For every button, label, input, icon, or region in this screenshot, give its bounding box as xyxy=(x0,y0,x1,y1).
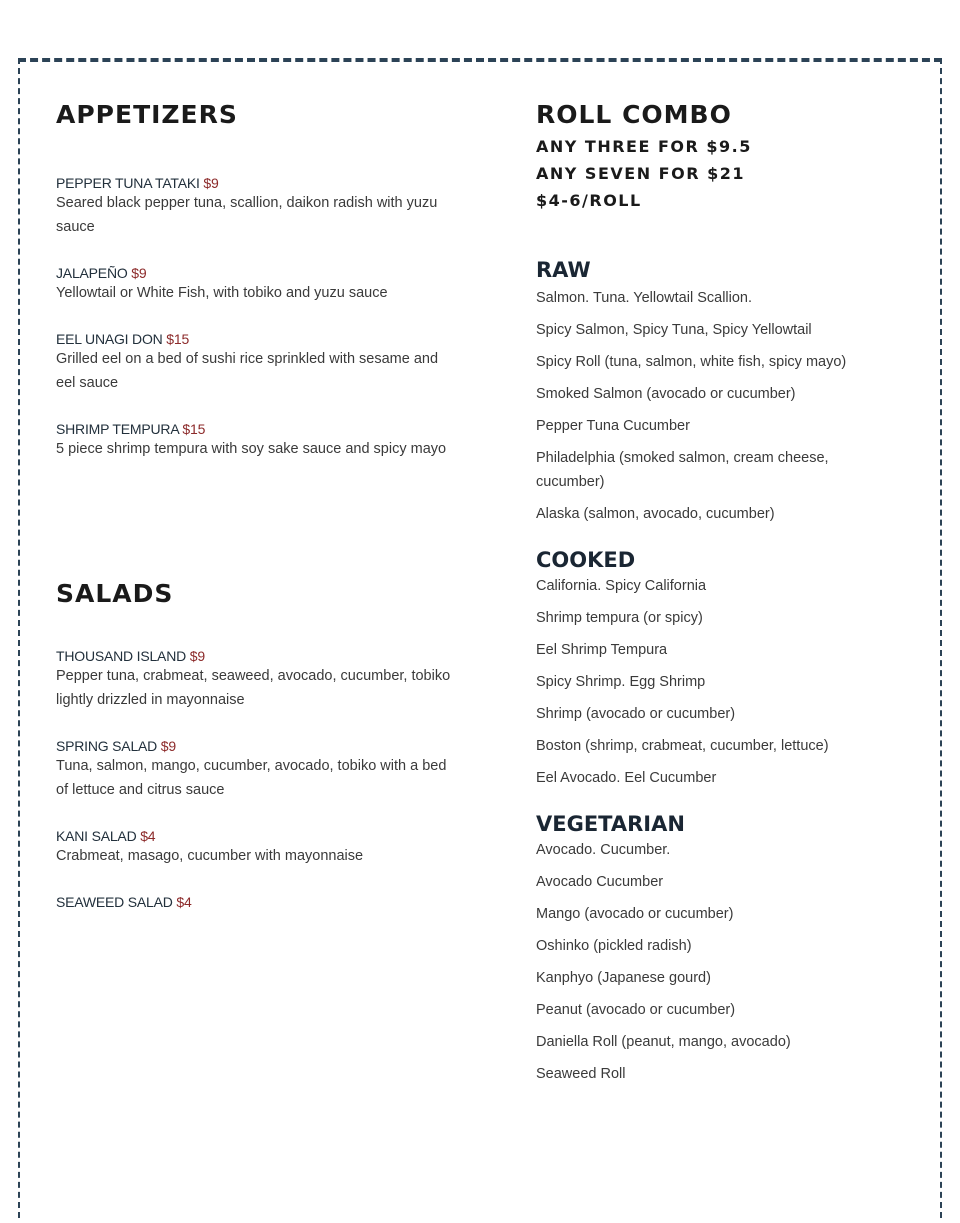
item-description: Pepper tuna, crabmeat, seaweed, avocado, cucumber, tobiko lightly drizzled in mayonnaise xyxy=(56,668,451,708)
roll-combo-title: ROLL COMBO xyxy=(536,100,732,129)
roll-item: Eel Shrimp Tempura xyxy=(536,642,668,658)
left-column xyxy=(56,100,456,910)
item-price: $4 xyxy=(176,894,192,910)
item-name: KANI SALAD xyxy=(56,828,137,844)
item-description: Grilled eel on a bed of sushi rice sprinkled with sesame and eel sauce xyxy=(56,351,439,391)
item-name: EEL UNAGI DON xyxy=(56,331,163,347)
item-price: $15 xyxy=(182,421,206,437)
roll-item: Eel Avocado. Eel Cucumber xyxy=(536,770,717,786)
item-price: $9 xyxy=(131,265,147,281)
item-description: Crabmeat, masago, cucumber with mayonnaise xyxy=(56,848,364,864)
salad-item xyxy=(56,894,456,910)
roll-item: Pepper Tuna Cucumber xyxy=(536,418,690,434)
item-name: SHRIMP TEMPURA xyxy=(56,421,179,437)
roll-item: Spicy Roll (tuna, salmon, white fish, spicy mayo) xyxy=(536,354,847,370)
item-heading xyxy=(56,828,456,844)
roll-item: Avocado Cucumber xyxy=(536,874,664,890)
roll-item: Daniella Roll (peanut, mango, avocado) xyxy=(536,1034,791,1050)
item-heading xyxy=(56,331,456,347)
roll-item: Alaska (salmon, avocado, cucumber) xyxy=(536,506,775,522)
item-price: $9 xyxy=(203,175,219,191)
salad-item xyxy=(56,648,456,712)
item-heading xyxy=(56,175,456,191)
item-description: Seared black pepper tuna, scallion, daikon radish with yuzu sauce xyxy=(56,195,438,235)
cooked-title: COOKED xyxy=(536,548,636,572)
roll-item: Spicy Shrimp. Egg Shrimp xyxy=(536,674,706,690)
item-name: JALAPEÑO xyxy=(56,265,128,281)
item-heading xyxy=(56,265,456,281)
appetizer-item xyxy=(56,331,456,395)
vegetarian-title: VEGETARIAN xyxy=(536,812,685,836)
item-name: SEAWEED SALAD xyxy=(56,894,173,910)
roll-item: California. Spicy California xyxy=(536,578,707,594)
item-price: $15 xyxy=(166,331,190,347)
roll-item: Peanut (avocado or cucumber) xyxy=(536,1002,736,1018)
item-name: THOUSAND ISLAND xyxy=(56,648,187,664)
roll-item: Shrimp (avocado or cucumber) xyxy=(536,706,736,722)
item-heading xyxy=(56,894,456,910)
appetizer-item xyxy=(56,265,456,305)
salad-item xyxy=(56,738,456,802)
vegetarian-list xyxy=(536,838,936,1086)
raw-title: RAW xyxy=(536,258,591,282)
roll-item: Kanphyo (Japanese gourd) xyxy=(536,970,711,986)
appetizers-title: APPETIZERS xyxy=(56,100,238,129)
item-name: SPRING SALAD xyxy=(56,738,161,754)
item-heading xyxy=(56,738,456,754)
item-heading xyxy=(56,648,456,664)
roll-item: Smoked Salmon (avocado or cucumber) xyxy=(536,386,796,402)
roll-item: Spicy Salmon, Spicy Tuna, Spicy Yellowtail xyxy=(536,322,812,338)
roll-item: Salmon. Tuna. Yellowtail Scallion. xyxy=(536,290,753,306)
combo-line: ANY SEVEN FOR $21 xyxy=(536,164,745,183)
right-column xyxy=(536,100,936,1094)
roll-item: Shrimp tempura (or spicy) xyxy=(536,610,703,626)
raw-list xyxy=(536,286,936,526)
combo-line: $4-6/ROLL xyxy=(536,191,642,210)
salads-title: SALADS xyxy=(56,579,174,608)
roll-item: Seaweed Roll xyxy=(536,1066,626,1082)
item-description: Yellowtail or White Fish, with tobiko and yuzu sauce xyxy=(56,285,388,301)
item-description: Tuna, salmon, mango, cucumber, avocado, tobiko with a bed of lettuce and citrus sauce xyxy=(56,758,447,798)
appetizer-item xyxy=(56,175,456,239)
roll-item: Mango (avocado or cucumber) xyxy=(536,906,734,922)
item-price: $9 xyxy=(160,738,176,754)
roll-combo-pricing xyxy=(536,133,936,214)
roll-item: Avocado. Cucumber. xyxy=(536,842,671,858)
item-price: $4 xyxy=(140,828,156,844)
cooked-list xyxy=(536,574,936,790)
roll-item: Philadelphia (smoked salmon, cream cheese, cucumber) xyxy=(536,450,829,490)
combo-line: ANY THREE FOR $9.5 xyxy=(536,137,752,156)
item-price: $9 xyxy=(189,648,205,664)
item-description: 5 piece shrimp tempura with soy sake sauce and spicy mayo xyxy=(56,441,447,457)
roll-item: Boston (shrimp, crabmeat, cucumber, lettuce) xyxy=(536,738,829,754)
item-heading xyxy=(56,421,456,437)
appetizer-item xyxy=(56,421,456,461)
roll-item: Oshinko (pickled radish) xyxy=(536,938,692,954)
salad-item xyxy=(56,828,456,868)
item-name: PEPPER TUNA TATAKI xyxy=(56,175,200,191)
